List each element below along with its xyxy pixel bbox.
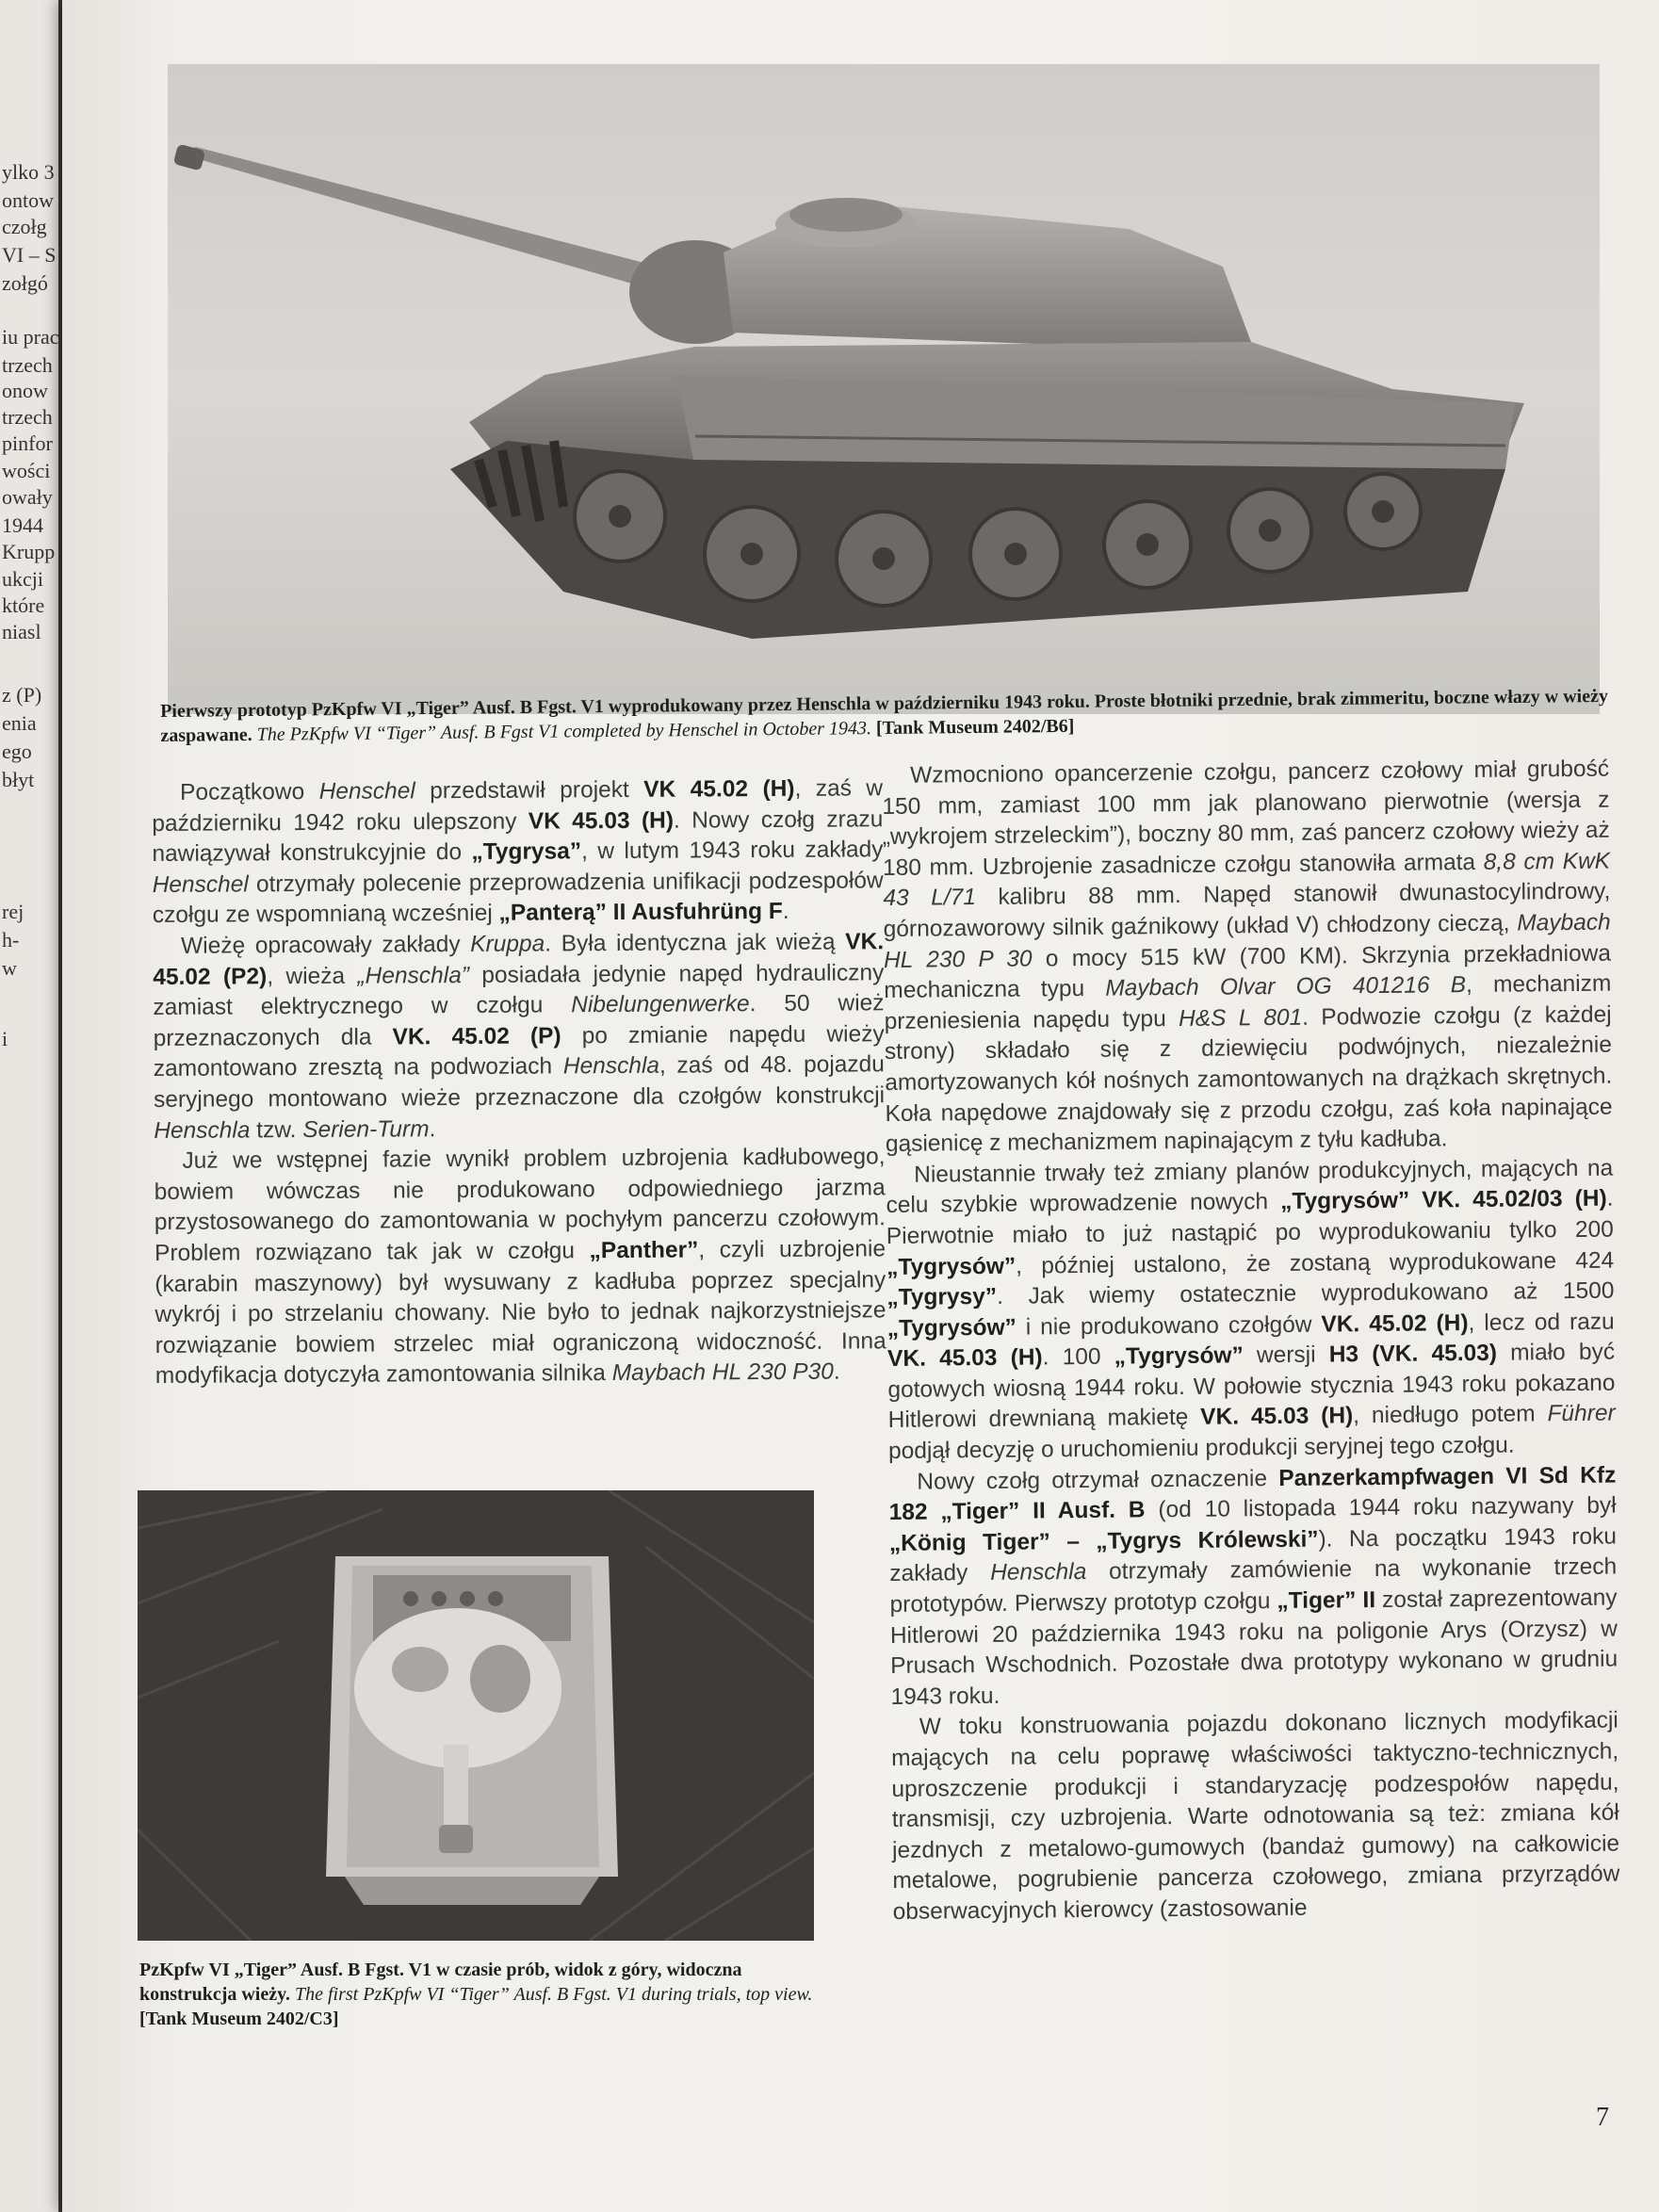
italic-term: 8,8 cm KwK 43 L/71: [883, 848, 1611, 912]
text-run: posiadała jedynie napęd hydrauliczny zamiast elektrycznego w czołgu: [153, 959, 885, 1021]
paragraph: [153, 927, 885, 1147]
bottom-photo-caption: [139, 1958, 814, 2031]
previous-page-text-fragment: iu prac: [2, 325, 58, 349]
tank-side-illustration: [168, 64, 1600, 714]
tank-top-view-illustration: [138, 1490, 814, 1941]
bold-term: „Tiger” II: [1277, 1587, 1376, 1615]
text-run: , wieża: [267, 963, 358, 989]
previous-page-text-fragment: z (P): [2, 683, 42, 707]
previous-page-text-fragment: i: [2, 1027, 8, 1050]
text-run: . Była identyczna jak wieżą: [545, 929, 846, 957]
bold-term: VK. 45.02 (H): [1321, 1309, 1469, 1338]
paragraph: [886, 1153, 1616, 1467]
text-run: . Nowy czołg zrazu nawiązywał konstrukcyjnie do: [152, 805, 884, 868]
text-run: Nowy czołg otrzymał oznaczenie: [917, 1465, 1279, 1495]
paragraph: [888, 1460, 1618, 1713]
previous-page-text-fragment: ukcji: [2, 567, 43, 591]
top-caption-english: The PzKpfw VI “Tiger” Ausf. B Fgst V1 completed by Henschel in October 1943.: [252, 718, 872, 745]
text-run: Początkowo: [180, 778, 319, 805]
bold-term: „Tygrysów”: [886, 1314, 1017, 1342]
bold-term: „Panterą” II Ausfuhrüng F: [498, 899, 783, 927]
italic-term: Maybach HL 230 P30: [611, 1358, 834, 1387]
text-run: W toku konstruowania pojazdu dokonano licznych modyfikacji mających na celu poprawę właściwości taktyczno-technicznych, uproszczenie produkcji i standaryzację podzespołów napędu, transmisji, czy uzbrojenia. Warte odnotowania są też: zmiana kół jezdnych z metalowo-gumowych (bandaż gumowy) na całkowicie metalowe, pogrubienie pancerza czołowego, zmiana przyrządów obserwacyjnych kierowcy (zastosowanie: [891, 1707, 1620, 1925]
italic-term: Henschla: [990, 1559, 1087, 1586]
bold-term: „Tygrysów”: [886, 1253, 1017, 1280]
bold-term: „Tygrysów”: [1114, 1342, 1244, 1370]
italic-term: Henschel: [318, 778, 415, 805]
text-run: wersji: [1243, 1342, 1329, 1369]
text-run: . Podwozie czołgu (z każdej strony) składało się z dziewięciu podwójnych, niezależnie amortyzowanych kół nośnych zamontowanych na drążkach skrętnych. Koła napędowe znajdowały się z przodu czołgu, zaś koła napinające gąsienicę z mechanizmem napinającym z tyłu kadłuba.: [884, 1001, 1613, 1158]
bottom-caption-reference: [Tank Museum 2402/C3]: [139, 2009, 339, 2029]
previous-page-text-fragment: które: [2, 594, 45, 617]
italic-term: Kruppa: [470, 931, 545, 957]
text-run: kalibru 88 mm. Napęd stanowił dwunastocylindrowy, górnozaworowy silnik gaźnikowy (układ V) chłodzony cieczą,: [883, 878, 1611, 942]
text-run: , zaś od 48. pojazdu seryjnego montowano wieże przeznaczone dla czołgów konstrukcji: [154, 1051, 886, 1113]
text-run: .: [429, 1115, 436, 1142]
bottom-caption-polish: PzKpfw VI „Tiger” Ausf. B Fgst. V1 w czasie prób, widok z góry, widoczna konstrukcja wieży.: [139, 1960, 742, 2005]
text-run: Wieżę opracowały zakłady: [181, 931, 471, 959]
bold-term: „Tygrysa”: [471, 838, 582, 866]
paragraph: [882, 755, 1613, 1161]
bold-term: „Tygrysy”: [886, 1283, 998, 1311]
top-caption-polish: Pierwszy prototyp PzKpfw VI „Tiger” Ausf. B Fgst. V1 wyprodukowany przez Henschla w październiku 1943 roku. Proste błotniki przednie, brak zimmeritu, boczne włazy w wieży zaspawane.: [160, 685, 1608, 746]
italic-term: Maybach HL 230 P 30: [883, 909, 1611, 973]
text-run: ). Na początku 1943 roku zakłady: [889, 1523, 1618, 1587]
previous-page-text-fragment: czołg: [2, 215, 47, 238]
previous-page-text-fragment: rej: [2, 900, 24, 923]
text-run: .: [833, 1358, 840, 1385]
text-run: otrzymały zamówienie na wykonanie trzech prototypów. Pierwszy prototyp czołgu: [889, 1553, 1618, 1618]
previous-page-text-fragment: ego: [2, 740, 32, 763]
text-run: Już we wstępnej fazie wynikł problem uzbrojenia kadłubowego, bowiem wówczas nie produkowano odpowiedniego jarzma przystosowanego do zamontowania w pochyłym pancerzu czołowym. Problem rozwiązano tak jak w czołgu: [154, 1144, 886, 1266]
italic-term: Henschel: [152, 871, 249, 898]
previous-page-text-fragment: owały: [2, 485, 53, 509]
text-run: otrzymały polecenie przeprowadzenia unifikacji podzespołów czołgu ze wspomnianą wcześniej: [152, 868, 884, 929]
text-run: , niedługo potem: [1353, 1401, 1548, 1429]
previous-page-text-fragment: trzech: [2, 353, 53, 377]
previous-page-text-fragment: trzech: [2, 405, 53, 429]
paragraph: [154, 1142, 886, 1391]
previous-page-text-fragment: h-: [2, 928, 20, 951]
text-run: i nie produkowano czołgów: [1016, 1311, 1322, 1341]
italic-term: H&S L 801: [1178, 1004, 1303, 1032]
previous-page-text-fragment: pinfor: [2, 431, 53, 455]
text-run: , w lutym 1943 roku zakłady: [581, 837, 884, 865]
text-run: przedstawił projekt: [415, 776, 644, 805]
text-run: o mocy 515 kW (700 KM). Skrzynia przekładniowa mechaniczna typu: [884, 940, 1612, 1004]
text-run: Nieustannie trwały też zmiany planów produkcyjnych, mających na celu szybkie wprowadzenie nowych: [886, 1155, 1614, 1219]
bold-term: H3 (VK. 45.03): [1328, 1341, 1498, 1368]
previous-page-text-fragment: niasl: [2, 620, 41, 643]
bold-term: „Tygrysów” VK. 45.02/03 (H): [1280, 1185, 1607, 1215]
text-run: po zmianie napędu wieży zamontowano zresztą na podwoziach: [153, 1021, 885, 1082]
bold-term: VK 45.03 (H): [528, 807, 675, 835]
bold-term: VK. 45.02 (P2): [153, 929, 885, 990]
page-number: 7: [1596, 2103, 1609, 2132]
previous-page-text-fragment: zołgó: [2, 271, 48, 295]
italic-term: „Henschla”: [357, 962, 470, 989]
text-run: . Jak wiemy ostatecznie wyprodukowano aż 1500: [996, 1277, 1615, 1309]
italic-term: Maybach Olvar OG 401216 B: [1105, 972, 1467, 1001]
text-run: został zaprezentowany Hitlerowi 20 października 1943 roku na poligonie Arys (Orzysz) w Prusach Wschodnich. Pozostałe dwa prototypy wykonano w grudniu 1943 roku.: [889, 1585, 1618, 1710]
previous-page-text-fragment: ontow: [2, 188, 54, 212]
text-run: .: [782, 899, 789, 925]
left-text-column: [152, 773, 886, 1392]
bold-term: VK. 45.02 (P): [392, 1023, 561, 1050]
previous-page-text-fragment: enia: [2, 711, 37, 735]
text-run: podjął decyzję o uruchomieniu produkcji seryjnej tego czołgu.: [887, 1432, 1515, 1465]
previous-page-text-fragment: Krupp: [2, 540, 56, 563]
right-text-column: [882, 755, 1620, 1928]
text-run: . 100: [1042, 1343, 1114, 1371]
previous-page-text-fragment: ylko 3: [2, 160, 55, 184]
bold-term: „König Tiger” – „Tygrys Królewski”: [888, 1526, 1319, 1556]
bold-term: Panzerkampfwagen VI Sd Kfz 182 „Tiger” II Ausf. B: [888, 1462, 1617, 1526]
text-run: , lecz od razu: [1468, 1309, 1615, 1336]
italic-term: Führer: [1547, 1401, 1616, 1427]
previous-page-text-fragment: błyt: [2, 768, 35, 791]
previous-page-edge: [0, 0, 58, 2212]
previous-page-text-fragment: wości: [2, 459, 51, 482]
text-run: . Pierwotnie miało to już nastąpić po wyprodukowaniu tylko 200: [886, 1185, 1614, 1249]
italic-term: Henschla: [154, 1116, 251, 1144]
bold-term: „Panther”: [589, 1237, 699, 1264]
italic-term: Nibelungenwerke: [571, 991, 750, 1018]
previous-page-text-fragment: w: [2, 956, 17, 980]
italic-term: Serien-Turm: [302, 1115, 430, 1143]
previous-page-text-fragment: VI – S: [2, 243, 57, 267]
text-run: (od 10 listopada 1944 roku nazywany był: [1145, 1492, 1617, 1523]
top-caption-reference: [Tank Museum 2402/B6]: [870, 715, 1075, 740]
bold-term: VK. 45.03 (H): [1200, 1403, 1354, 1431]
previous-page-text-fragment: onow: [2, 379, 48, 402]
bottom-photo: [138, 1490, 814, 1941]
bold-term: VK 45.02 (H): [643, 775, 795, 803]
text-run: Wzmocniono opancerzenie czołgu, pancerz czołowy miał grubość 150 mm, zamiast 100 mm jak planowano pierwotnie (wersja z „wykrojem strzeleckim”), boczny 80 mm, zaś pancerz czołowy wieży aż 180 mm. Uzbrojenie zasadnicze czołgu stanowiła armata: [882, 756, 1610, 881]
paragraph: [152, 773, 884, 932]
paragraph: [891, 1706, 1620, 1928]
text-run: tzw.: [250, 1116, 303, 1143]
text-run: , czyli uzbrojenie (karabin maszynowy) był wysuwany z kadłuba poprzez specjalny wykrój i po strzelaniu chowany. Nie było to jednak najkorzystniejsze rozwiązanie bowiem strzelec miał ograniczoną widoczność. Inna modyfikacja dotyczyła zamontowania silnika: [155, 1236, 886, 1390]
top-photo: [168, 64, 1600, 714]
bottom-caption-english: The first PzKpfw VI “Tiger” Ausf. B Fgst. V1 during trials, top view.: [290, 1984, 813, 2005]
bold-term: VK. 45.03 (H): [886, 1344, 1043, 1373]
italic-term: Henschla: [562, 1053, 660, 1080]
text-run: miało być gotowych wiosną 1944 roku. W połowie stycznia 1943 roku pokazano Hitlerowi drewnianą makietę: [887, 1339, 1616, 1434]
text-run: . 50 wież przeznaczonych dla: [153, 990, 885, 1051]
book-page: [62, 0, 1659, 2212]
text-run: , później ustalono, że zostaną wyprodukowane 424: [1016, 1247, 1615, 1279]
text-run: , zaś w październiku 1942 roku ulepszony: [152, 775, 884, 837]
previous-page-text-fragment: 1944: [2, 513, 43, 537]
text-run: , mechanizm przeniesienia napędu typu: [884, 970, 1612, 1034]
